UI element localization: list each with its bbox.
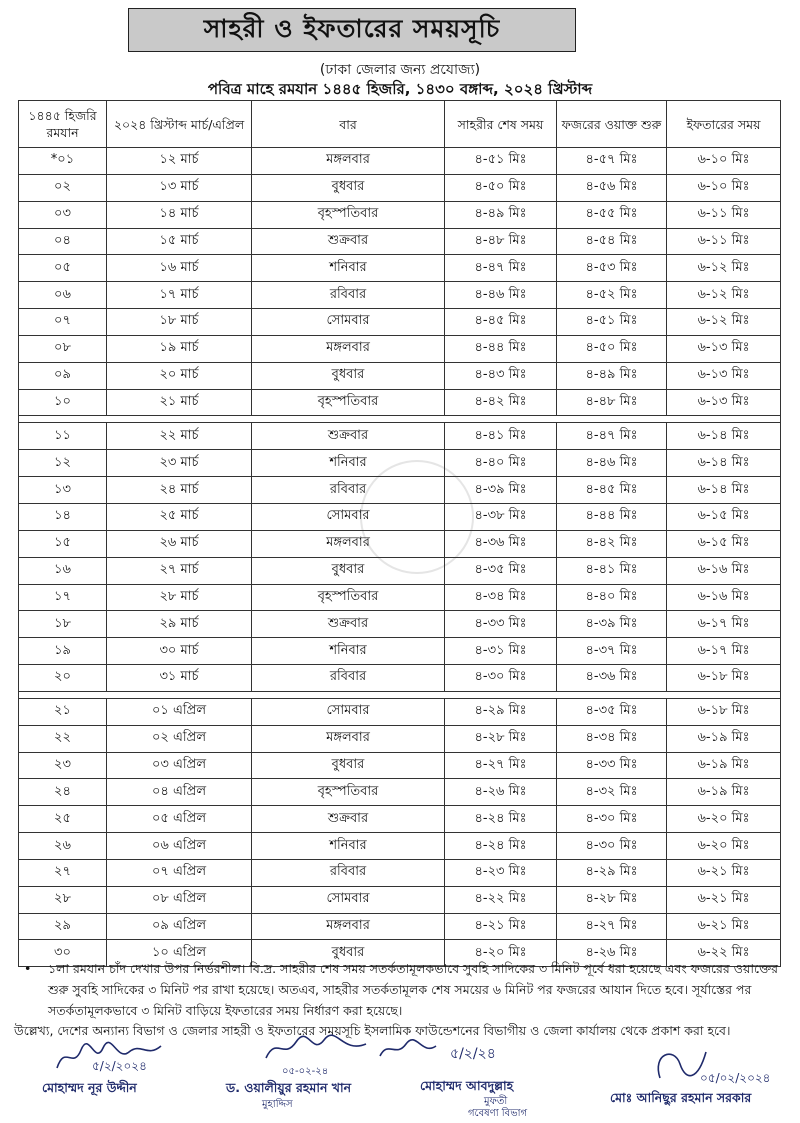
header-hijri: ১৪৪৫ হিজরি রমযান xyxy=(19,101,107,148)
cell-date: ২৯ মার্চ xyxy=(107,611,252,638)
page-title-text: সাহরী ও ইফতারের সময়সূচি xyxy=(203,13,501,43)
cell-day: রবিবার xyxy=(252,477,445,504)
cell-fajr-start: ৪-৫৬ মিঃ xyxy=(557,174,667,201)
cell-hijri: ০৭ xyxy=(19,309,107,336)
cell-date: ২০ মার্চ xyxy=(107,362,252,389)
cell-sehri-end: ৪-৪৭ মিঃ xyxy=(445,255,557,282)
cell-sehri-end: ৪-৪৬ মিঃ xyxy=(445,282,557,309)
cell-hijri: ১১ xyxy=(19,423,107,450)
cell-fajr-start: ৪-৪৭ মিঃ xyxy=(557,423,667,450)
cell-day: মঙ্গলবার xyxy=(252,530,445,557)
cell-hijri: ২২ xyxy=(19,725,107,752)
cell-hijri: ১৭ xyxy=(19,584,107,611)
cell-iftar: ৬-২১ মিঃ xyxy=(667,913,781,940)
cell-day: মঙ্গলবার xyxy=(252,725,445,752)
cell-hijri: ২০ xyxy=(19,665,107,692)
table-row xyxy=(19,255,781,282)
table-body xyxy=(19,148,781,967)
cell-fajr-start: ৪-৪০ মিঃ xyxy=(557,584,667,611)
cell-iftar: ৬-২০ মিঃ xyxy=(667,833,781,860)
table-row xyxy=(19,282,781,309)
cell-fajr-start: ৪-৩৭ মিঃ xyxy=(557,638,667,665)
cell-day: মঙ্গলবার xyxy=(252,148,445,175)
cell-date: ১২ মার্চ xyxy=(107,148,252,175)
signature-2-name: ড. ওয়ালীয়ুর রহমান খান xyxy=(226,1080,352,1095)
note-footer: উল্লেখ্য, দেশের অন্যান্য বিভাগ ও জেলার সাহরী ও ইফতারের সময়সূচি ইসলামিক ফাউন্ডেশনের বিভাগীয় ও জেলা কার্যালয় থেকে প্রকাশ করা হবে। xyxy=(14,1023,731,1038)
cell-fajr-start: ৪-৪২ মিঃ xyxy=(557,530,667,557)
cell-date: ১৩ মার্চ xyxy=(107,174,252,201)
cell-date: ১৭ মার্চ xyxy=(107,282,252,309)
signature-3-scrawl xyxy=(378,1038,438,1062)
table-row xyxy=(19,611,781,638)
table-row xyxy=(19,665,781,692)
cell-date: ১৬ মার্চ xyxy=(107,255,252,282)
cell-iftar: ৬-১৭ মিঃ xyxy=(667,638,781,665)
table-row xyxy=(19,806,781,833)
signature-3-name: মোহাম্মদ আবদুল্লাহ xyxy=(420,1078,514,1093)
cell-hijri: ০৯ xyxy=(19,362,107,389)
table-row xyxy=(19,335,781,362)
cell-date: ২৩ মার্চ xyxy=(107,450,252,477)
cell-sehri-end: ৪-৪৯ মিঃ xyxy=(445,201,557,228)
cell-sehri-end: ৪-৫১ মিঃ xyxy=(445,148,557,175)
cell-day: বুধবার xyxy=(252,752,445,779)
header-fajr-start: ফজরের ওয়াক্ত শুরু xyxy=(557,101,667,148)
cell-date: ০৪ এপ্রিল xyxy=(107,779,252,806)
cell-iftar: ৬-১০ মিঃ xyxy=(667,148,781,175)
notes-block xyxy=(18,958,782,1021)
cell-sehri-end: ৪-২৪ মিঃ xyxy=(445,833,557,860)
cell-date: ০১ এপ্রিল xyxy=(107,698,252,725)
cell-fajr-start: ৪-২৬ মিঃ xyxy=(557,940,667,967)
cell-sehri-end: ৪-৪৩ মিঃ xyxy=(445,362,557,389)
cell-fajr-start: ৪-৪৮ মিঃ xyxy=(557,389,667,416)
cell-hijri: ২৫ xyxy=(19,806,107,833)
cell-fajr-start: ৪-৪৫ মিঃ xyxy=(557,477,667,504)
cell-fajr-start: ৪-৫৩ মিঃ xyxy=(557,255,667,282)
cell-fajr-start: ৪-৫৭ মিঃ xyxy=(557,148,667,175)
cell-iftar: ৬-১৭ মিঃ xyxy=(667,611,781,638)
cell-sehri-end: ৪-২৩ মিঃ xyxy=(445,859,557,886)
cell-iftar: ৬-১৪ মিঃ xyxy=(667,450,781,477)
table-row xyxy=(19,698,781,725)
cell-sehri-end: ৪-৪৪ মিঃ xyxy=(445,335,557,362)
cell-day: সোমবার xyxy=(252,503,445,530)
cell-sehri-end: ৪-৩৪ মিঃ xyxy=(445,584,557,611)
table-row xyxy=(19,530,781,557)
page-title xyxy=(128,8,576,52)
cell-day: রবিবার xyxy=(252,859,445,886)
cell-fajr-start: ৪-২৭ মিঃ xyxy=(557,913,667,940)
cell-hijri: ০৩ xyxy=(19,201,107,228)
cell-date: ০৫ এপ্রিল xyxy=(107,806,252,833)
cell-iftar: ৬-১৩ মিঃ xyxy=(667,389,781,416)
header-date: ২০২৪ খ্রিস্টাব্দ মার্চ/এপ্রিল xyxy=(107,101,252,148)
cell-day: শুক্রবার xyxy=(252,423,445,450)
cell-day: শুক্রবার xyxy=(252,611,445,638)
cell-day: বুধবার xyxy=(252,174,445,201)
cell-iftar: ৬-১৫ মিঃ xyxy=(667,530,781,557)
cell-iftar: ৬-২১ মিঃ xyxy=(667,859,781,886)
cell-date: ০৭ এপ্রিল xyxy=(107,859,252,886)
cell-hijri: ১২ xyxy=(19,450,107,477)
cell-sehri-end: ৪-৫০ মিঃ xyxy=(445,174,557,201)
table-row xyxy=(19,584,781,611)
cell-hijri: ২৩ xyxy=(19,752,107,779)
cell-day: বৃহস্পতিবার xyxy=(252,584,445,611)
table-row xyxy=(19,362,781,389)
cell-day: শনিবার xyxy=(252,450,445,477)
cell-fajr-start: ৪-৫০ মিঃ xyxy=(557,335,667,362)
cell-fajr-start: ৪-৫২ মিঃ xyxy=(557,282,667,309)
cell-day: বৃহস্পতিবার xyxy=(252,389,445,416)
cell-fajr-start: ৪-৩৬ মিঃ xyxy=(557,665,667,692)
cell-day: রবিবার xyxy=(252,665,445,692)
subtitle: (ঢাকা জেলার জন্য প্রযোজ্য) xyxy=(319,62,481,78)
cell-iftar: ৬-১২ মিঃ xyxy=(667,282,781,309)
cell-day: শুক্রবার xyxy=(252,228,445,255)
cell-day: বুধবার xyxy=(252,557,445,584)
cell-iftar: ৬-১৪ মিঃ xyxy=(667,423,781,450)
cell-hijri: ৩০ xyxy=(19,940,107,967)
group-separator-cell xyxy=(19,691,781,698)
table-row xyxy=(19,503,781,530)
bullet-icon: • xyxy=(24,961,32,976)
cell-hijri: ২৮ xyxy=(19,886,107,913)
cell-hijri: ০৫ xyxy=(19,255,107,282)
signature-3-dept: গবেষণা বিভাগ xyxy=(468,1108,528,1119)
cell-day: বৃহস্পতিবার xyxy=(252,779,445,806)
cell-fajr-start: ৪-৩২ মিঃ xyxy=(557,779,667,806)
cell-date: ২৮ মার্চ xyxy=(107,584,252,611)
table-row xyxy=(19,557,781,584)
header-day: বার xyxy=(252,101,445,148)
cell-day: বুধবার xyxy=(252,362,445,389)
cell-hijri: ১৪ xyxy=(19,503,107,530)
cell-date: ২৬ মার্চ xyxy=(107,530,252,557)
cell-fajr-start: ৪-৫১ মিঃ xyxy=(557,309,667,336)
cell-sehri-end: ৪-৪১ মিঃ xyxy=(445,423,557,450)
cell-fajr-start: ৪-৪৪ মিঃ xyxy=(557,503,667,530)
signature-3-date: ৫/২/২৪ xyxy=(450,1046,496,1062)
table-header-row xyxy=(19,101,781,148)
cell-hijri: ১০ xyxy=(19,389,107,416)
cell-day: মঙ্গলবার xyxy=(252,913,445,940)
cell-sehri-end: ৪-৪৫ মিঃ xyxy=(445,309,557,336)
cell-date: ১৮ মার্চ xyxy=(107,309,252,336)
cell-hijri: *০১ xyxy=(19,148,107,175)
cell-fajr-start: ৪-৩০ মিঃ xyxy=(557,806,667,833)
cell-hijri: ২৯ xyxy=(19,913,107,940)
cell-day: সোমবার xyxy=(252,309,445,336)
table-row xyxy=(19,423,781,450)
cell-hijri: ০৬ xyxy=(19,282,107,309)
cell-day: সোমবার xyxy=(252,886,445,913)
cell-iftar: ৬-১৯ মিঃ xyxy=(667,725,781,752)
table-row xyxy=(19,638,781,665)
cell-sehri-end: ৪-৩৬ মিঃ xyxy=(445,530,557,557)
cell-date: ১৪ মার্চ xyxy=(107,201,252,228)
cell-sehri-end: ৪-২৭ মিঃ xyxy=(445,752,557,779)
schedule-table xyxy=(18,100,781,967)
cell-date: ০৩ এপ্রিল xyxy=(107,752,252,779)
cell-date: ২১ মার্চ xyxy=(107,389,252,416)
table-row xyxy=(19,148,781,175)
cell-sehri-end: ৪-৪৮ মিঃ xyxy=(445,228,557,255)
cell-day: শনিবার xyxy=(252,833,445,860)
cell-hijri: ২৬ xyxy=(19,833,107,860)
cell-fajr-start: ৪-৪৬ মিঃ xyxy=(557,450,667,477)
signature-1-date: ৫/২/২০২৪ xyxy=(92,1059,147,1073)
table-row xyxy=(19,477,781,504)
cell-day: সোমবার xyxy=(252,698,445,725)
header-iftar: ইফতারের সময় xyxy=(667,101,781,148)
signature-3-role: মুফতী xyxy=(484,1096,508,1107)
signature-1-name: মোহাম্মদ নূর উদ্দীন xyxy=(42,1080,137,1095)
cell-day: বৃহস্পতিবার xyxy=(252,201,445,228)
cell-sehri-end: ৪-৩৫ মিঃ xyxy=(445,557,557,584)
cell-fajr-start: ৪-৩৫ মিঃ xyxy=(557,698,667,725)
cell-hijri: ১৮ xyxy=(19,611,107,638)
signature-2-scrawl xyxy=(262,1034,372,1064)
cell-iftar: ৬-১৩ মিঃ xyxy=(667,362,781,389)
cell-hijri: ১৬ xyxy=(19,557,107,584)
cell-date: ০৯ এপ্রিল xyxy=(107,913,252,940)
cell-sehri-end: ৪-২২ মিঃ xyxy=(445,886,557,913)
table-row xyxy=(19,833,781,860)
cell-sehri-end: ৪-২৪ মিঃ xyxy=(445,806,557,833)
cell-fajr-start: ৪-২৯ মিঃ xyxy=(557,859,667,886)
cell-sehri-end: ৪-২৮ মিঃ xyxy=(445,725,557,752)
note-main: ১লা রমযান চাঁদ দেখার উপর নির্ভরশীল। বি.দ্র. সাহরীর শেষ সময় সতর্কতামূলকভাবে সুবহি সাদিকের ৩ মিনিট পূর্বে ধরা হয়েছে এবং ফজরের ওয়াক্তের শুরু সুবহি সাদিকের ৩ মিনিট পর রাখা হয়েছে। অতএব, সাহরীর সতর্কতামূলক শেষ সময়ের ৬ মিনিট পর ফজরের আযান দিতে হবে। সূর্যাস্তের পর সতর্কতামূলকভাবে ৩ মিনিট বাড়িয়ে ইফতারের সময় নির্ধারণ করা হয়েছে। xyxy=(48,961,778,1018)
cell-iftar: ৬-১৮ মিঃ xyxy=(667,665,781,692)
cell-day: মঙ্গলবার xyxy=(252,335,445,362)
cell-iftar: ৬-১৯ মিঃ xyxy=(667,752,781,779)
cell-fajr-start: ৪-৩৩ মিঃ xyxy=(557,752,667,779)
cell-date: ৩০ মার্চ xyxy=(107,638,252,665)
cell-sehri-end: ৪-৩৩ মিঃ xyxy=(445,611,557,638)
table-row xyxy=(19,450,781,477)
cell-iftar: ৬-১৩ মিঃ xyxy=(667,335,781,362)
cell-date: ২৭ মার্চ xyxy=(107,557,252,584)
cell-date: ১৫ মার্চ xyxy=(107,228,252,255)
cell-day: শুক্রবার xyxy=(252,806,445,833)
cell-date: ৩১ মার্চ xyxy=(107,665,252,692)
cell-sehri-end: ৪-৪০ মিঃ xyxy=(445,450,557,477)
cell-date: ০৮ এপ্রিল xyxy=(107,886,252,913)
cell-date: ২৪ মার্চ xyxy=(107,477,252,504)
group-separator-cell xyxy=(19,416,781,423)
cell-date: ১৯ মার্চ xyxy=(107,335,252,362)
cell-iftar: ৬-১২ মিঃ xyxy=(667,255,781,282)
header-sehri-end: সাহরীর শেষ সময় xyxy=(445,101,557,148)
cell-sehri-end: ৪-২৬ মিঃ xyxy=(445,779,557,806)
cell-date: ০৬ এপ্রিল xyxy=(107,833,252,860)
cell-fajr-start: ৪-৪১ মিঃ xyxy=(557,557,667,584)
cell-hijri: ০২ xyxy=(19,174,107,201)
cell-sehri-end: ৪-৩৯ মিঃ xyxy=(445,477,557,504)
cell-iftar: ৬-২০ মিঃ xyxy=(667,806,781,833)
table-row xyxy=(19,174,781,201)
cell-iftar: ৬-১৫ মিঃ xyxy=(667,503,781,530)
group-separator xyxy=(19,691,781,698)
cell-hijri: ১৯ xyxy=(19,638,107,665)
cell-sehri-end: ৪-৩০ মিঃ xyxy=(445,665,557,692)
cell-sehri-end: ৪-২৯ মিঃ xyxy=(445,698,557,725)
signature-2-role: মুহাদ্দিস xyxy=(262,1099,293,1110)
cell-sehri-end: ৪-৩৮ মিঃ xyxy=(445,503,557,530)
cell-iftar: ৬-১০ মিঃ xyxy=(667,174,781,201)
table-row xyxy=(19,752,781,779)
cell-day: শনিবার xyxy=(252,638,445,665)
table-row xyxy=(19,389,781,416)
cell-fajr-start: ৪-৩৪ মিঃ xyxy=(557,725,667,752)
cell-hijri: ১৫ xyxy=(19,530,107,557)
ramadan-year-line: পবিত্র মাহে রমযান ১৪৪৫ হিজরি, ১৪৩০ বঙ্গাব্দ, ২০২৪ খ্রিস্টাব্দ xyxy=(207,80,593,98)
cell-date: ২৫ মার্চ xyxy=(107,503,252,530)
cell-iftar: ৬-১১ মিঃ xyxy=(667,201,781,228)
table-row xyxy=(19,725,781,752)
cell-iftar: ৬-১৯ মিঃ xyxy=(667,779,781,806)
cell-sehri-end: ৪-২০ মিঃ xyxy=(445,940,557,967)
cell-iftar: ৬-১৪ মিঃ xyxy=(667,477,781,504)
table-row xyxy=(19,913,781,940)
cell-fajr-start: ৪-২৮ মিঃ xyxy=(557,886,667,913)
cell-iftar: ৬-১২ মিঃ xyxy=(667,309,781,336)
cell-sehri-end: ৪-৩১ মিঃ xyxy=(445,638,557,665)
cell-hijri: ২১ xyxy=(19,698,107,725)
table-row xyxy=(19,859,781,886)
signature-4-date: ০৫/০২/২০২৪ xyxy=(700,1071,771,1085)
cell-iftar: ৬-১১ মিঃ xyxy=(667,228,781,255)
cell-date: ২২ মার্চ xyxy=(107,423,252,450)
cell-day: বুধবার xyxy=(252,940,445,967)
cell-hijri: ২৪ xyxy=(19,779,107,806)
cell-date: ১০ এপ্রিল xyxy=(107,940,252,967)
cell-iftar: ৬-২১ মিঃ xyxy=(667,886,781,913)
group-separator xyxy=(19,416,781,423)
cell-fajr-start: ৪-৩০ মিঃ xyxy=(557,833,667,860)
cell-iftar: ৬-১৬ মিঃ xyxy=(667,557,781,584)
cell-date: ০২ এপ্রিল xyxy=(107,725,252,752)
cell-hijri: ১৩ xyxy=(19,477,107,504)
cell-sehri-end: ৪-২১ মিঃ xyxy=(445,913,557,940)
cell-fajr-start: ৪-৩৯ মিঃ xyxy=(557,611,667,638)
cell-hijri: ০৪ xyxy=(19,228,107,255)
cell-hijri: ২৭ xyxy=(19,859,107,886)
table-row xyxy=(19,779,781,806)
cell-fajr-start: ৪-৫৪ মিঃ xyxy=(557,228,667,255)
cell-iftar: ৬-২২ মিঃ xyxy=(667,940,781,967)
cell-iftar: ৬-১৬ মিঃ xyxy=(667,584,781,611)
table-row xyxy=(19,886,781,913)
signature-4-name: মোঃ আনিছুর রহমান সরকার xyxy=(610,1090,752,1105)
cell-hijri: ০৮ xyxy=(19,335,107,362)
cell-fajr-start: ৪-৪৯ মিঃ xyxy=(557,362,667,389)
table-row xyxy=(19,228,781,255)
cell-day: রবিবার xyxy=(252,282,445,309)
table-row xyxy=(19,309,781,336)
cell-fajr-start: ৪-৫৫ মিঃ xyxy=(557,201,667,228)
signature-2-date: ০৫-০২-২৪ xyxy=(282,1066,329,1077)
cell-iftar: ৬-১৮ মিঃ xyxy=(667,698,781,725)
cell-sehri-end: ৪-৪২ মিঃ xyxy=(445,389,557,416)
table-row xyxy=(19,201,781,228)
cell-day: শনিবার xyxy=(252,255,445,282)
